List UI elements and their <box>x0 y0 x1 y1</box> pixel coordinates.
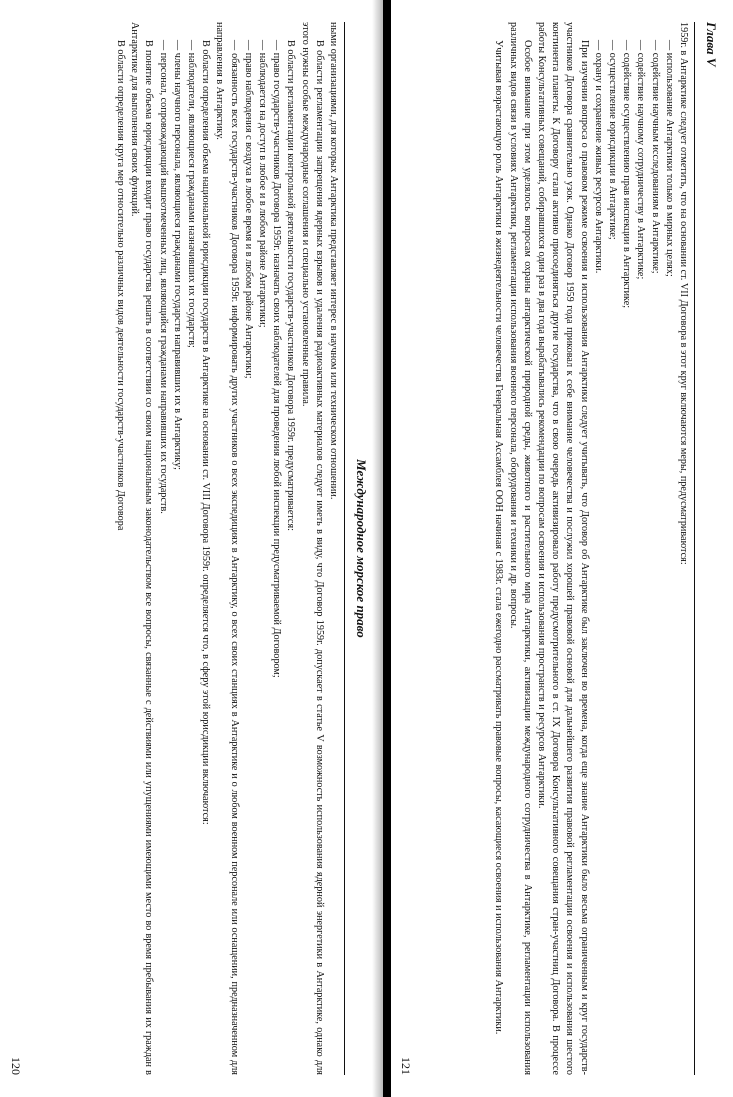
right-page-body <box>491 22 694 1075</box>
list-item: — содействие научному сотрудничеству в Антарктике; <box>635 40 647 280</box>
right-page <box>390 0 733 1097</box>
paragraph: ными организациями, для которых Антарктика представляет интерес в научном или техническом отношении. <box>328 22 339 500</box>
list-item: — охрану и сохранение живых ресурсов Антарктики. <box>592 40 604 274</box>
page-number: 121 <box>399 1057 413 1075</box>
list-item: — члены научного персонала, являющиеся гражданами государств направивших их в Антарктику; <box>171 40 183 470</box>
paragraph: Особое внимание при этом уделялось вопросам охраны антарктической природной среды, животного и растительного мира Антарктики, активизации международного сотрудничества в Антарктике, регламентации использования различных видов связи в условиях Антарктики, регламентации использования военного персонала, оборудования и техники и др. вопросы. <box>507 22 533 1075</box>
paragraph: В понятие объема юрисдикции входит право государства решать в соответствии со своим национальным законодательством все вопросы, связанные с действиями или упущениями имеющими место во время пребывания их граждан в Антарктике для выполнения своих функций. <box>129 22 155 1075</box>
running-head-title: Международное морское право <box>354 459 369 638</box>
paragraph: Учитывая возрастающую роль Антарктики в жизнедеятельности человечества Генеральная Ассамблея ООН начиная с 1983г. стала ежегодно рассматривать правовые вопросы, касающиеся освоения и использования Антарктики. <box>493 40 505 1035</box>
list-item: — право государств-участников Договора 1959г. назначать своих наблюдателей для проведения любой инспекции предусматриваемой Договором; <box>271 40 283 678</box>
paragraph: В области регламентации запрещения ядерных взрывов и удаления радиоактивных материалов следует иметь в виду, что Договор 1959г. допускает в статье V возможность использования ядерной энергетики в Антарктике, однако для этого нужны особые международные соглашения и специально установленные правила. <box>299 22 325 1075</box>
list-item: — персонал, сопровождающий вышеотмеченных лиц, являющийся гражданами направивших их государств. <box>157 40 169 514</box>
running-head <box>694 22 733 1075</box>
left-page-body <box>113 22 344 1075</box>
list-item: — осуществление юрисдикции в Антарктике; <box>606 40 618 240</box>
running-head <box>344 22 383 1075</box>
list-item: — использование Антарктики только в мирных целях; <box>663 40 675 277</box>
paragraph: При изучении вопроса о правовом режиме освоения и использования Антарктики следует учитывать, что Договор об Антарктике был заключен во времена, когда еще знание Антарктики было весьма ограниченным и круг государств-участников Договора сравнительно узок. Однако Договор 1959 года приковал к себе внимание человечества и послужил хорошей правовой основой для дальнейшего развития правовой регламентации освоения и использования шестого континента планеты. К Договору стали активно присоединяться другие государства, что в свою очередь активизировало работу предусмотрительного в ст. IX Договора Консультативного совещания стран-участниц Договора. В процессе работы Консультативных совещаний, собиравшихся один раз в два года вырабатывались рекомендации по вопросам освоения и использования пространств и ресурсов Антарктики. <box>535 22 590 1075</box>
list-item: — содействие осуществлению прав инспекции в Антарктике; <box>621 40 633 309</box>
list-item: — право наблюдения с воздуха в любое время и в любом районе Антарктики; <box>242 40 254 379</box>
running-head-title: Глава V <box>704 22 719 67</box>
paragraph: В области определения объема национальной юрисдикции государств в Антарктике на основании ст. VIII Договора 1959г. определяется что, в сферу этой юрисдикции включаются: <box>200 40 212 825</box>
list-item: — наблюдается на доступ в любое и в любом районе Антарктики; <box>256 40 268 328</box>
page-number: 120 <box>9 1057 23 1075</box>
paragraph: В области регламентации контрольной деятельности государств-участников Договора 1959г. предусматривается: <box>285 40 297 531</box>
list-item: — наблюдатели, являющиеся гражданами назначивших их государств; <box>185 40 197 348</box>
paragraph: 1959г. в Антарктике следует отметить, что на основании ст. VII Договора в этот круг включаются меры, предусматриваются: <box>678 22 689 565</box>
paragraph: В области определения круга мер относительно различных видов деятельности государств-участников Договора <box>114 40 126 531</box>
list-item: — обязанность всех государств-участников Договора 1959г. информировать других участников о всех экспедициях в Антарктику, о всех своих станциях в Антарктике и о любом военном персонале или оснащении, предназначенном для направления в Антарктику. <box>214 22 240 1075</box>
list-item: — содействие научным исследованиям в Антарктике; <box>649 40 661 274</box>
